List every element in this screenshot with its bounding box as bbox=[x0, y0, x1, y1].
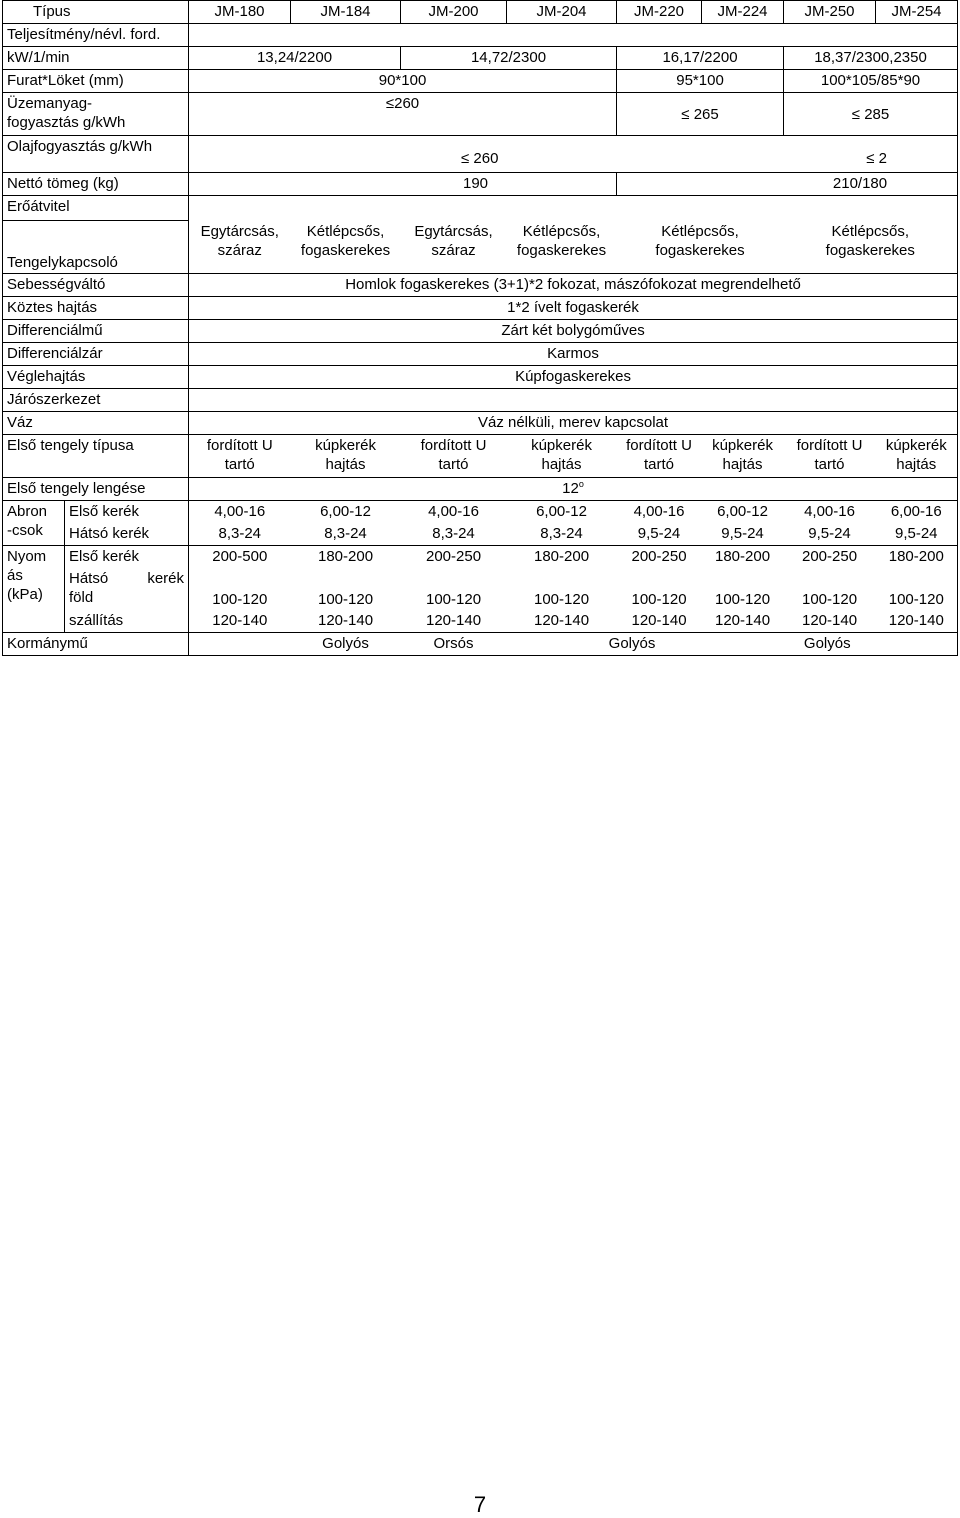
kw-value: 14,72/2300 bbox=[401, 47, 617, 70]
mass-value: 190 bbox=[189, 173, 617, 196]
frame-label: Váz bbox=[3, 412, 189, 435]
steering-label: Kormánymű bbox=[3, 633, 189, 656]
p-front-value: 180-200 bbox=[702, 546, 784, 569]
model-jm184: JM-184 bbox=[291, 1, 401, 24]
power-title-row bbox=[3, 24, 958, 47]
bore-value: 90*100 bbox=[189, 70, 617, 93]
p-rear-label-2: kerék bbox=[147, 570, 185, 587]
tires-label-1: Abron bbox=[7, 503, 48, 520]
tire-rear-value: 9,5-24 bbox=[702, 523, 784, 546]
kw-value: 16,17/2200 bbox=[617, 47, 784, 70]
p-transport-value: 120-140 bbox=[876, 610, 958, 633]
diff-value: Zárt két bolygóműves bbox=[189, 320, 958, 343]
p-transport-value: 120-140 bbox=[784, 610, 876, 633]
tire-rear-value: 9,5-24 bbox=[876, 523, 958, 546]
p-rear-label-3: föld bbox=[69, 589, 94, 606]
inter-value: 1*2 ívelt fogaskerék bbox=[189, 297, 958, 320]
tire-rear-value: 8,3-24 bbox=[507, 523, 617, 546]
p-field-value: 100-120 bbox=[533, 591, 590, 608]
steering-row bbox=[3, 633, 958, 656]
model-jm200: JM-200 bbox=[401, 1, 507, 24]
front-axle-value: kúpkerék hajtás bbox=[702, 435, 784, 478]
model-jm204: JM-204 bbox=[507, 1, 617, 24]
oil-label: Olajfogyasztás g/kWh bbox=[3, 136, 189, 173]
fuel-value: ≤ 265 bbox=[617, 93, 784, 136]
steering-value: Golyós bbox=[507, 633, 702, 656]
fuel-value: ≤260 bbox=[189, 93, 617, 136]
clutch-label: Tengelykapcsoló bbox=[3, 221, 189, 274]
p-front-label: Első kerék bbox=[65, 546, 189, 569]
tire-rear-row bbox=[3, 523, 958, 546]
front-axle-row bbox=[3, 435, 958, 478]
pressure-label-2: ás bbox=[7, 567, 23, 584]
p-front-value: 200-250 bbox=[617, 546, 702, 569]
tire-front-value: 4,00-16 bbox=[189, 501, 291, 524]
kw-value: 13,24/2200 bbox=[189, 47, 401, 70]
model-jm220: JM-220 bbox=[617, 1, 702, 24]
clutch-value: Kétlépcsős, fogaskerekes bbox=[507, 221, 617, 274]
mass-row bbox=[3, 173, 958, 196]
tire-rear-value: 8,3-24 bbox=[189, 523, 291, 546]
inter-row bbox=[3, 297, 958, 320]
p-field-value: 100-120 bbox=[714, 591, 771, 608]
oil-row bbox=[3, 136, 958, 173]
front-axle-label: Első tengely típusa bbox=[3, 435, 189, 478]
clutch-value: Egytárcsás, száraz bbox=[401, 221, 507, 274]
type-label: Típus bbox=[3, 1, 189, 24]
page-number: 7 bbox=[473, 1492, 487, 1517]
tire-front-value: 6,00-12 bbox=[507, 501, 617, 524]
swing-label: Első tengely lengése bbox=[3, 478, 189, 501]
degree-sign: o bbox=[578, 479, 584, 489]
front-axle-value: fordított U tartó bbox=[617, 435, 702, 478]
header-row bbox=[3, 1, 958, 24]
p-transport-label: szállítás bbox=[65, 610, 189, 633]
model-jm180: JM-180 bbox=[189, 1, 291, 24]
p-field-value: 100-120 bbox=[876, 568, 958, 610]
tire-rear-value: 8,3-24 bbox=[401, 523, 507, 546]
p-field-value: 100-120 bbox=[425, 591, 482, 608]
p-transport-value: 120-140 bbox=[401, 610, 507, 633]
drive-row bbox=[3, 196, 958, 221]
fuel-value: ≤ 285 bbox=[784, 93, 958, 136]
tire-front-value: 4,00-16 bbox=[784, 501, 876, 524]
rear-wheel-label: Hátsó kerék bbox=[65, 523, 189, 546]
clutch-value: Kétlépcsős, fogaskerekes bbox=[291, 221, 401, 274]
difflock-row bbox=[3, 343, 958, 366]
p-front-value: 180-200 bbox=[876, 546, 958, 569]
p-transport-value: 120-140 bbox=[291, 610, 401, 633]
swing-value: 12 bbox=[562, 480, 579, 497]
p-front-value: 180-200 bbox=[291, 546, 401, 569]
gearbox-label: Sebességváltó bbox=[3, 274, 189, 297]
tire-front-value: 6,00-12 bbox=[291, 501, 401, 524]
p-front-value: 200-250 bbox=[401, 546, 507, 569]
drive-label: Erőátvitel bbox=[3, 196, 189, 221]
difflock-label: Differenciálzár bbox=[3, 343, 189, 366]
p-front-value: 200-500 bbox=[189, 546, 291, 569]
swing-row bbox=[3, 478, 958, 501]
steering-value: Orsós bbox=[401, 633, 507, 656]
clutch-value: Kétlépcsős, fogaskerekes bbox=[617, 221, 784, 274]
p-transport-value: 120-140 bbox=[507, 610, 617, 633]
oil-value: ≤ 260 bbox=[461, 150, 499, 167]
fuel-row bbox=[3, 93, 958, 136]
front-axle-value: fordított U tartó bbox=[784, 435, 876, 478]
chassis-label: Járószerkezet bbox=[3, 389, 189, 412]
pressure-front-row bbox=[3, 546, 958, 569]
p-field-value: 100-120 bbox=[801, 591, 858, 608]
kw-value: 18,37/2300,2350 bbox=[784, 47, 958, 70]
fuel-label-1: Üzemanyag- bbox=[7, 95, 93, 112]
front-wheel-label: Első kerék bbox=[65, 501, 189, 524]
tire-front-value: 4,00-16 bbox=[617, 501, 702, 524]
model-jm250: JM-250 bbox=[784, 1, 876, 24]
bore-row bbox=[3, 70, 958, 93]
final-label: Véglehajtás bbox=[3, 366, 189, 389]
final-value: Kúpfogaskerekes bbox=[189, 366, 958, 389]
kw-label: kW/1/min bbox=[3, 47, 189, 70]
inter-label: Köztes hajtás bbox=[3, 297, 189, 320]
model-jm224: JM-224 bbox=[702, 1, 784, 24]
p-front-value: 200-250 bbox=[784, 546, 876, 569]
mass-value: 210/180 bbox=[617, 173, 958, 196]
fuel-label-2: fogyasztás g/kWh bbox=[7, 114, 126, 131]
final-row bbox=[3, 366, 958, 389]
clutch-row bbox=[3, 221, 958, 274]
tire-rear-value: 9,5-24 bbox=[617, 523, 702, 546]
steering-value: Golyós bbox=[784, 633, 958, 656]
p-field-value: 100-120 bbox=[631, 591, 687, 608]
frame-value: Váz nélküli, merev kapcsolat bbox=[189, 412, 958, 435]
pressure-label-1: Nyom bbox=[7, 548, 47, 565]
bore-value: 100*105/85*90 bbox=[784, 70, 958, 93]
front-axle-value: kúpkerék hajtás bbox=[291, 435, 401, 478]
gearbox-row bbox=[3, 274, 958, 297]
tire-rear-value: 8,3-24 bbox=[291, 523, 401, 546]
difflock-value: Karmos bbox=[189, 343, 958, 366]
tire-front-row bbox=[3, 501, 958, 524]
clutch-value: Kétlépcsős, fogaskerekes bbox=[784, 221, 958, 274]
front-axle-value: kúpkerék hajtás bbox=[876, 435, 958, 478]
p-field-value: 100-120 bbox=[317, 591, 374, 608]
p-field-value: 100-120 bbox=[189, 568, 291, 610]
oil-value: ≤ 2 bbox=[866, 150, 888, 167]
tire-front-value: 6,00-12 bbox=[702, 501, 784, 524]
p-transport-value: 120-140 bbox=[617, 610, 702, 633]
power-title: Teljesítmény/névl. ford. bbox=[3, 24, 189, 47]
pressure-label-3: (kPa) bbox=[7, 586, 43, 603]
p-transport-value: 120-140 bbox=[189, 610, 291, 633]
front-axle-value: fordított U tartó bbox=[189, 435, 291, 478]
p-front-value: 180-200 bbox=[507, 546, 617, 569]
bore-label: Furat*Löket (mm) bbox=[3, 70, 189, 93]
tire-front-value: 6,00-16 bbox=[876, 501, 958, 524]
tires-label-2: -csok bbox=[7, 522, 43, 539]
model-jm254: JM-254 bbox=[876, 1, 958, 24]
pressure-field-row bbox=[3, 568, 958, 610]
diff-label: Differenciálmű bbox=[3, 320, 189, 343]
tire-rear-value: 9,5-24 bbox=[784, 523, 876, 546]
p-transport-value: 120-140 bbox=[702, 610, 784, 633]
pressure-transport-row bbox=[3, 610, 958, 633]
frame-row bbox=[3, 412, 958, 435]
gearbox-value: Homlok fogaskerekes (3+1)*2 fokozat, mászófokozat megrendelhető bbox=[189, 274, 958, 297]
front-axle-value: fordított U tartó bbox=[401, 435, 507, 478]
front-axle-value: kúpkerék hajtás bbox=[507, 435, 617, 478]
p-rear-label-1: Hátsó bbox=[69, 570, 109, 587]
diff-row bbox=[3, 320, 958, 343]
mass-label: Nettó tömeg (kg) bbox=[3, 173, 189, 196]
bore-value: 95*100 bbox=[617, 70, 784, 93]
clutch-value: Egytárcsás, száraz bbox=[189, 221, 291, 274]
kw-row bbox=[3, 47, 958, 70]
chassis-row bbox=[3, 389, 958, 412]
spec-table bbox=[2, 0, 958, 656]
steering-value: Golyós bbox=[291, 633, 401, 656]
tire-front-value: 4,00-16 bbox=[401, 501, 507, 524]
